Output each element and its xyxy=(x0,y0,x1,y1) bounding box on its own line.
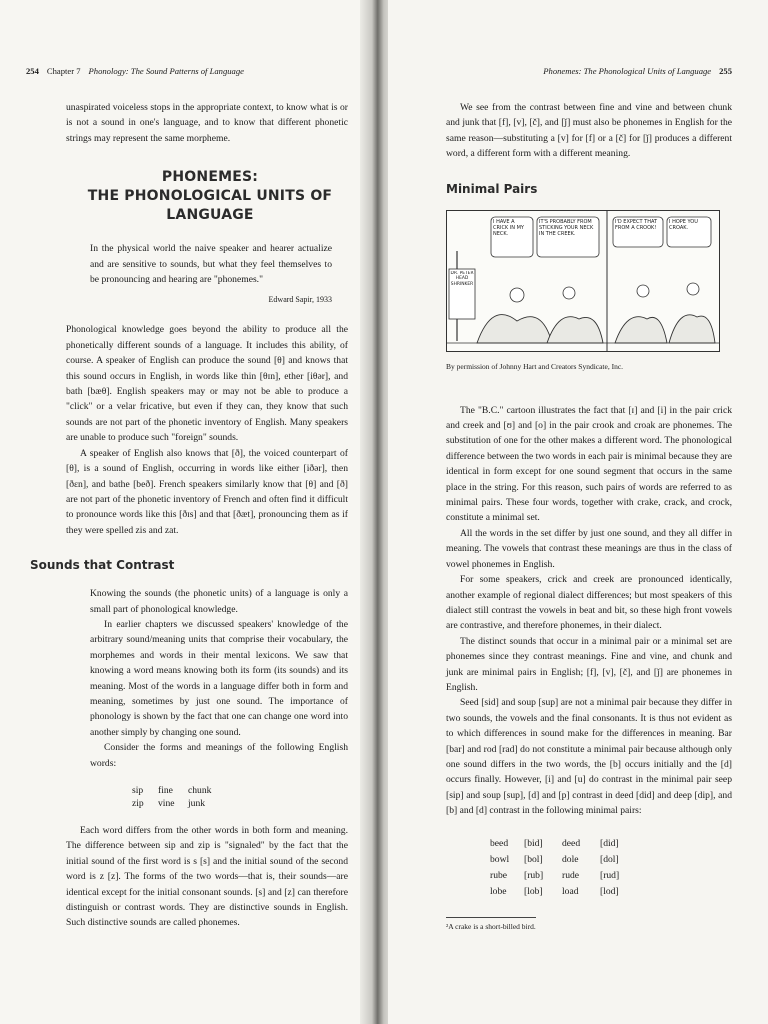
pair-cell: [bid] xyxy=(524,837,543,849)
pair-cell: load xyxy=(562,885,579,897)
comic-sign: DR. PETER HEAD SHRINKER xyxy=(450,270,474,287)
paragraph: We see from the contrast between fine and vine and between chunk and junk that [f], [v], [č], and [ǰ] must also be phonemes in English for the same reason—substituting a [v] for [f] or a [č] for [ǰ] produces a different word, a different form with a different meaning. xyxy=(446,102,732,160)
subsection-title: Minimal Pairs xyxy=(446,181,538,196)
chapter-title: Phonemes: The Phonological Units of Language xyxy=(543,66,712,76)
epigraph-attribution: Edward Sapir, 1933 xyxy=(268,295,332,305)
speech-bubble: I'D EXPECT THAT FROM A CROOK! xyxy=(615,218,658,231)
pair-cell: [lod] xyxy=(600,885,619,897)
pair-cell: [dol] xyxy=(600,853,619,865)
right-page xyxy=(388,0,768,1024)
paragraph: The distinct sounds that occur in a minimal pair or a minimal set are phonemes since they contrast meanings. Fine and vine, and chunk and junk are minimal pairs in English; [f], [v], [č], and [ǰ] are phonemes in English. xyxy=(446,635,732,693)
minimal-pairs-list xyxy=(490,837,732,899)
pair-cell: [lob] xyxy=(524,885,543,897)
word-list xyxy=(132,785,358,809)
pair-cell: beed xyxy=(490,837,509,849)
speech-bubble: I HOPE YOU CROAK. xyxy=(669,218,698,231)
paragraph: Knowing the sounds (the phonetic units) of a language is only a small part of phonological knowledge. xyxy=(90,588,348,615)
word: zip xyxy=(132,798,144,809)
pair-cell: [rub] xyxy=(524,869,544,881)
running-head-right xyxy=(446,66,732,76)
paragraph: Seed [sid] and soup [sup] are not a minimal pair because they differ in two sounds, the vowels and the final consonants. It is thus not evident as to which differences in sound make for the differences in meaning. Bar [bar] and rod [rad] do not constitute a minimal pair because although only one sound differs in the two words, the [b] occurs initially and the [d] occurs finally. However, [i] and [u] do contrast in the minimal pair seep [sip] and soup [sup], [d] and [p] contrast in deed [did] and deep [dip], and [b] and [d] contrast in the following minimal pairs: xyxy=(446,697,732,817)
chapter-label: Chapter 7 xyxy=(46,66,81,76)
comic-credit: By permission of Johnny Hart and Creators Syndicate, Inc. xyxy=(446,361,624,371)
section-title-line2: THE PHONOLOGICAL UNITS OF LANGUAGE xyxy=(87,188,333,224)
paragraph: Phonological knowledge goes beyond the ability to produce all the phonetically different sounds of a language. It includes this ability, of course. A speaker of English can produce the sound [θ] and knows that this sound occurs in English, in words like thin [θɪn], ether [iθər], and bath [bæθ]. English speakers may or may not be able to produce a "click" or a velar fricative, but even if they can, they know that such sounds are not part of the phonetic inventory of English. Many speakers are unable to produce such "foreign" sounds. xyxy=(66,324,348,444)
comic-drawing xyxy=(447,211,719,351)
chapter-title: Phonology: The Sound Patterns of Language xyxy=(88,66,244,76)
word: chunk xyxy=(188,785,212,796)
epigraph xyxy=(90,241,332,287)
carry-over-paragraph: unaspirated voiceless stops in the appropriate context, to know what is or is not a sound in one's language, and to know that different phonetic strings may represent the same morpheme. xyxy=(66,102,348,144)
paragraph: For some speakers, crick and creek are pronounced identically, another example of regional dialect differences; but most speakers of this dialect still contrast the vowels in beat and bit, so these high front vowels are contrastive, and therefore phonemes, in their dialect. xyxy=(446,574,732,632)
footnote-text: ²A crake is a short-billed bird. xyxy=(446,921,536,931)
epigraph-text: In the physical world the naive speaker and hearer actualize and are sensitive to sounds, but what they feel themselves to be pronouncing and hearing are "phonemes." xyxy=(90,243,332,286)
subsection-title: Sounds that Contrast xyxy=(30,558,175,573)
page-number: 255 xyxy=(719,66,732,76)
speech-bubble: I HAVE A CRICK IN MY NECK. xyxy=(493,218,524,237)
page-number: 254 xyxy=(26,66,39,76)
paragraph: Consider the forms and meanings of the following English words: xyxy=(90,742,348,769)
footnote xyxy=(446,917,536,931)
pair-cell: deed xyxy=(562,837,581,849)
running-head-left xyxy=(26,66,358,76)
speech-bubble: IT'S PROBABLY FROM STICKING YOUR NECK IN THE CREEK. xyxy=(539,218,594,237)
paragraph: All the words in the set differ by just one sound, and they all differ in meaning. The vowels that contrast these meanings are thus in the class of vowel phonemes in English. xyxy=(446,527,732,570)
pair-cell: lobe xyxy=(490,885,507,897)
paragraph: A speaker of English also knows that [ð], the voiced counterpart of [θ], is a sound of English, occurring in words like either [iðər], then [ðɛn], and bathe [beð]. French speakers similarly know that [θ] and [ð] are not part of the phonetic inventory of French and often find it difficult to pronounce words like this [ðɪs] and that [ðæt], pronouncing them as if they were spelled zis and zat. xyxy=(66,447,348,536)
paragraph: Each word differs from the other words in both form and meaning. The difference between sip and zip is "signaled" by the fact that the initial sound of the first word is s [s] and the initial sound of the second word is z [z]. The forms of the two words—that is, their sounds—are identical except for the initial consonant sounds. [s] and [z] can therefore distinguish or contrast words. They are distinctive sounds in English. Such distinctive sounds are called phonemes. xyxy=(66,825,348,929)
comic-strip xyxy=(446,210,720,352)
pair-cell: dole xyxy=(562,853,579,865)
pair-cell: rube xyxy=(490,869,508,881)
paragraph: The "B.C." cartoon illustrates the fact that [ɪ] and [i] in the pair crick and creek and [ʊ] and [o] in the pair crook and croak are phonemes. The substitution of one for the other makes a different word. The phonological difference between the two words in each pair is minimal because they are identical in form except for one sound segment that occurs in the same place in the string. For this reason, such pairs of words are referred to as minimal pairs. These four words, together with crake, crack, and crock, constitute a minimal set. xyxy=(446,404,732,524)
paragraph: In earlier chapters we discussed speakers' knowledge of the arbitrary sound/meaning units that comprise their vocabulary, the morphemes and words in their mental lexicons. We saw that knowing a word means knowing both its form (its sounds) and its meaning. Most of the words in a language differ both in form and meaning, sometimes by just one sound. The importance of phonology is shown by the fact that one can change one word into another simply by changing one sound. xyxy=(90,618,348,738)
pair-cell: bowl xyxy=(490,853,510,865)
section-title xyxy=(26,168,358,225)
pair-cell: [rud] xyxy=(600,869,620,881)
pair-cell: [bol] xyxy=(524,853,543,865)
left-page xyxy=(0,0,372,1024)
word: sip xyxy=(132,785,144,796)
word: vine xyxy=(158,798,175,809)
word: junk xyxy=(188,798,206,809)
pair-cell: rude xyxy=(562,869,580,881)
pair-cell: [did] xyxy=(600,837,619,849)
word: fine xyxy=(158,785,173,796)
section-title-line1: PHONEMES: xyxy=(161,169,259,186)
